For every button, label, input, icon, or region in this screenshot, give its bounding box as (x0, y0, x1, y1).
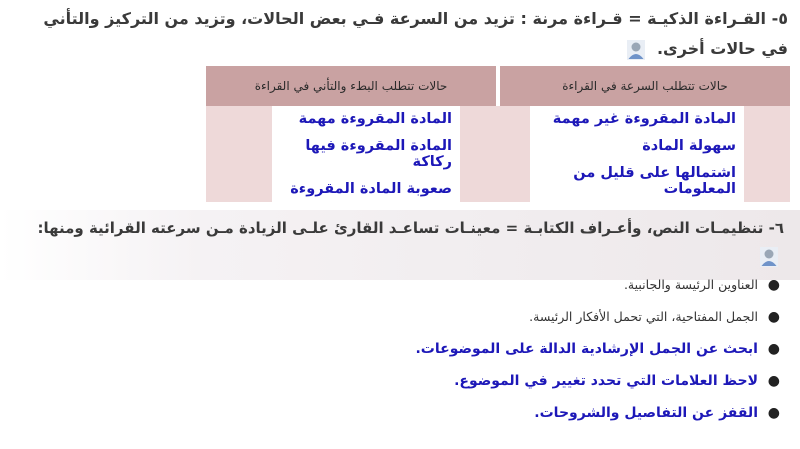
list-item: ●العناوين الرئيسة والجانبية. (529, 272, 780, 304)
bullet-icon: ● (767, 373, 780, 389)
bullet-icon: ● (767, 309, 780, 325)
bullet-icon: ● (767, 405, 780, 421)
list-item: اشتمالها على قليل من المعلومات (573, 164, 736, 197)
list-item: سهولة المادة (642, 137, 736, 154)
list-item: ●القفز عن التفاصيل والشروحات. (415, 400, 780, 432)
list-item: المادة المقروءة مهمة (298, 111, 452, 128)
section-5-text: ٥- القـراءة الذكيـة = قـراءة مرنة : تزيد من السرعة فـي بعض الحالات، وتزيد من التركيز والتأني في حالات أخرى. (43, 9, 788, 58)
list-item: المادة المقروءة فيها ركاكة (305, 137, 452, 170)
section-6-paragraph (12, 214, 784, 270)
header-slow-reading: حالات تتطلب البطء والتأني في القراءة (206, 66, 496, 106)
table-body (206, 106, 790, 202)
person-icon (760, 247, 778, 267)
reading-speed-table (206, 66, 790, 202)
list-item: ●ابحث عن الجمل الإرشادية الدالة على الموضوعات. (415, 336, 780, 368)
gray-bullet-list (529, 272, 780, 336)
list-item: ●لاحظ العلامات التي تحدد تغيير في الموضوع. (415, 368, 780, 400)
bullet-icon: ● (767, 341, 780, 357)
bullet-icon: ● (767, 277, 780, 293)
person-icon (627, 40, 645, 60)
blue-bullet-list (415, 336, 780, 432)
section-6-text: ٦- تنظيمـات النص، وأعـراف الكتابـة = معينـات تساعـد القارئ علـى الزيادة مـن سرعته القرائية ومنها: (37, 219, 784, 237)
fast-reading-cell (530, 106, 744, 202)
slow-reading-cell (272, 106, 460, 202)
list-item: صعوبة المادة المقروءة (290, 180, 452, 197)
list-item: المادة المقروءة غير مهمة (552, 111, 736, 128)
list-item: ●الجمل المفتاحية، التي تحمل الأفكار الرئيسة. (529, 304, 780, 336)
section-5-paragraph (12, 4, 788, 64)
header-fast-reading: حالات تتطلب السرعة في القراءة (500, 66, 790, 106)
